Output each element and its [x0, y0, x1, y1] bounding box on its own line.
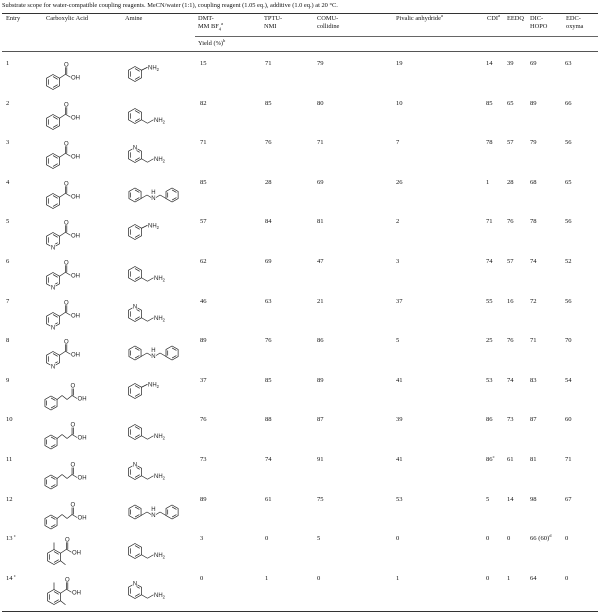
svg-text:NH2: $NH_2$ [153, 552, 166, 560]
carboxylic-acid-structure [40, 414, 104, 452]
svg-text:N: N [132, 462, 138, 469]
svg-text:O: O [63, 220, 69, 227]
yield-rule [195, 36, 598, 37]
yield-value: 78 [530, 218, 537, 226]
header-amine: Amine [125, 15, 143, 22]
entry-number: 7 [6, 297, 10, 305]
yield-value: 76 [507, 337, 514, 345]
entry-number: 3 [6, 139, 10, 147]
yield-value: 64 [530, 574, 537, 582]
header-entry: Entry [6, 15, 21, 22]
yield-value: 91 [317, 456, 324, 463]
header-dic-hopo: DIC- HOPO [530, 15, 548, 30]
yield-value: 53 [486, 376, 493, 384]
yield-value: 1 [396, 574, 400, 582]
yield-value: 67 [565, 495, 572, 503]
carboxylic-acid-structure [40, 58, 104, 96]
yield-value: 85 [265, 376, 272, 384]
yield-value: 28 [507, 178, 514, 186]
svg-text:OH: OH [70, 75, 80, 82]
yield-value: 66 $(60)^d$ [530, 533, 552, 543]
yield-value: 0 [396, 535, 400, 543]
svg-text:O: O [70, 383, 76, 390]
svg-text:O: O [70, 502, 76, 509]
carboxylic-acid-structure [40, 494, 104, 532]
amine-structure [122, 58, 194, 96]
yield-value: 81 [530, 456, 537, 463]
amine-structure [122, 177, 194, 215]
carboxylic-acid-structure [40, 375, 104, 413]
yield-value: 79 [530, 139, 537, 147]
yield-value: 75 [317, 495, 324, 503]
yield-value: 15 [200, 60, 207, 67]
yield-value: 19 [396, 60, 403, 67]
yield-value: 65 [507, 99, 514, 107]
yield-value: 71 [486, 218, 493, 226]
entry-number: 14 $^c$ [6, 572, 16, 582]
svg-text:O: O [70, 422, 76, 429]
yield-value: 7 [396, 139, 400, 147]
yield-value: 71 [265, 60, 272, 67]
yield-value: 74 [530, 258, 537, 265]
yield-value: 56 [565, 218, 572, 226]
amine-structure [122, 216, 194, 254]
yield-value: 63 [565, 60, 572, 67]
carboxylic-acid-structure [40, 296, 104, 334]
yield-value: 5 [396, 337, 400, 345]
entry-number: 12 [6, 495, 13, 503]
yield-value: 69 [530, 60, 537, 67]
amine-structure [122, 98, 194, 136]
svg-text:OH: OH [77, 515, 87, 522]
carboxylic-acid-structure [40, 454, 104, 492]
yield-value: 25 [486, 337, 493, 345]
yield-value: 88 [265, 416, 272, 424]
yield-value: 2 [396, 218, 400, 226]
yield-value: 76 [507, 218, 514, 226]
yield-value: 69 [265, 258, 272, 265]
entry-number: 11 [6, 456, 13, 463]
carboxylic-acid-structure [40, 177, 104, 215]
svg-text:O: O [63, 299, 69, 306]
yield-value: 10 [396, 99, 403, 107]
header-edc-oxyma: EDC- oxyma [566, 15, 584, 30]
yield-value: 72 [530, 297, 537, 305]
svg-text:NH2: $NH_2$ [147, 65, 160, 72]
svg-text:N: N [151, 354, 156, 361]
svg-text:N: N [132, 581, 138, 588]
yield-value: 81 [317, 218, 324, 226]
svg-text:N: N [50, 325, 56, 332]
header-carboxylic-acid: Carboxylic Acid [46, 15, 89, 22]
header-tptu-nmi: TPTU- NMI [264, 15, 283, 30]
yield-value: 1 [507, 574, 511, 582]
yield-value: 62 [200, 258, 207, 265]
yield-value: 47 [317, 258, 324, 265]
svg-text:O: O [70, 462, 76, 469]
yield-value: 37 [396, 297, 403, 305]
yield-value: 82 [200, 99, 207, 107]
table-row [2, 414, 598, 454]
yield-value: 87 [530, 416, 537, 424]
yield-value: 56 [565, 139, 572, 147]
svg-text:NH2: $NH_2$ [147, 382, 160, 389]
yield-value: 1 [265, 574, 269, 582]
yield-value: 83 [530, 376, 537, 384]
svg-text:NH2: $NH_2$ [153, 434, 166, 441]
yield-value: 86$^c$ [486, 453, 495, 463]
yield-value: 5 [486, 495, 490, 503]
yield-value: 98 [530, 495, 537, 503]
yield-value: 55 [486, 297, 493, 305]
yield-value: 66 [565, 99, 572, 107]
yield-value: 74 [265, 456, 272, 463]
svg-text:OH: OH [70, 194, 80, 201]
yield-value: 1 [486, 178, 490, 186]
yield-value: 65 [565, 178, 572, 186]
svg-text:OH: OH [70, 154, 80, 161]
table-row [2, 573, 598, 613]
table-row [2, 256, 598, 296]
amine-structure [122, 335, 194, 373]
yield-value: 74 [507, 376, 514, 384]
svg-text:O: O [63, 62, 69, 69]
svg-text:N: N [151, 195, 156, 202]
yield-value: 89 [200, 337, 207, 345]
yield-value: 85 [486, 99, 493, 107]
yield-value: 71 [565, 456, 572, 463]
svg-text:O: O [63, 101, 69, 108]
yield-value: 86 [486, 416, 493, 424]
yield-value: 86 [317, 337, 324, 345]
amine-structure [122, 494, 194, 532]
svg-text:NH2: $NH_2$ [153, 156, 166, 164]
top-rule [2, 13, 598, 14]
yield-value: 73 [200, 456, 207, 463]
yield-value: 71 [530, 337, 537, 345]
yield-value: 3 [396, 258, 400, 265]
svg-text:H: H [151, 506, 156, 513]
yield-value: 5 [317, 535, 321, 543]
svg-text:NH2: $NH_2$ [153, 473, 166, 481]
yield-value: 39 [507, 60, 514, 67]
yield-value: 85 [265, 99, 272, 107]
yield-value: 57 [200, 218, 207, 226]
svg-text:OH: OH [77, 435, 87, 442]
svg-text:N: N [132, 304, 138, 311]
yield-value: 28 [265, 178, 272, 186]
header-yield: Yield (%)$^b$ [198, 37, 226, 47]
yield-value: 78 [486, 139, 493, 147]
table-caption: Substrate scope for water-compatible coupling reagents. MeCN/water (1:1), coupling reagent (1.05 eq.), additive (1.0 eq.) at 20 °C. [2, 2, 338, 9]
entry-number: 10 [6, 416, 13, 424]
svg-text:N: N [50, 245, 56, 252]
yield-value: 0 [486, 574, 490, 582]
amine-structure [122, 454, 194, 492]
yield-value: 74 [486, 258, 493, 265]
header-eedq: EEDQ [507, 15, 525, 22]
yield-value: 57 [507, 258, 514, 265]
yield-value: 57 [507, 139, 514, 147]
yield-value: 46 [200, 297, 207, 305]
amine-structure [122, 375, 194, 413]
yield-value: 61 [507, 456, 514, 463]
table-row [2, 137, 598, 177]
yield-value: 14 [486, 60, 493, 67]
table-row [2, 296, 598, 336]
table-row [2, 58, 598, 98]
yield-value: 52 [565, 258, 572, 265]
entry-number: 8 [6, 337, 10, 345]
yield-value: 53 [396, 495, 403, 503]
yield-value: 39 [396, 416, 403, 424]
svg-text:OH: OH [70, 114, 80, 121]
table-row [2, 375, 598, 415]
svg-text:OH: OH [70, 352, 80, 359]
yield-value: 41 [396, 376, 403, 384]
svg-text:OH: OH [70, 233, 80, 240]
yield-value: 71 [317, 139, 324, 147]
table-row [2, 216, 598, 256]
yield-value: 89 [200, 495, 207, 503]
header-rule [2, 51, 598, 52]
yield-value: 0 [200, 574, 204, 582]
table-row [2, 494, 598, 534]
yield-value: 89 [530, 99, 537, 107]
yield-value: 76 [265, 139, 272, 147]
entry-number: 13 $^c$ [6, 533, 16, 543]
yield-value: 0 [317, 574, 321, 582]
yield-value: 61 [265, 495, 272, 503]
yield-value: 76 [265, 337, 272, 345]
carboxylic-acid-structure [40, 533, 104, 571]
yield-value: 14 [507, 495, 514, 503]
yield-value: 63 [265, 297, 272, 305]
yield-value: 73 [507, 416, 514, 424]
yield-value: 68 [530, 178, 537, 186]
svg-text:OH: OH [71, 550, 81, 557]
svg-text:H: H [151, 189, 156, 196]
yield-value: 87 [317, 416, 324, 424]
svg-text:O: O [63, 141, 69, 148]
svg-text:N: N [151, 512, 156, 519]
yield-value: 84 [265, 218, 272, 226]
header-dmt-mm: DMT- MM $BF_4^a$ [198, 15, 224, 32]
yield-value: 37 [200, 376, 207, 384]
amine-structure [122, 573, 194, 611]
carboxylic-acid-structure [40, 98, 104, 136]
header-pivalic-anhydride: Pivalic anhydride$^a$ [396, 12, 443, 22]
amine-structure [122, 414, 194, 452]
svg-text:N: N [50, 364, 56, 371]
carboxylic-acid-structure [40, 573, 104, 611]
yield-value: 21 [317, 297, 324, 305]
yield-value: 85 [200, 178, 207, 186]
svg-text:OH: OH [70, 312, 80, 319]
yield-value: 70 [565, 337, 572, 345]
svg-text:O: O [63, 181, 69, 188]
entry-number: 1 [6, 60, 10, 67]
amine-structure [122, 256, 194, 294]
yield-value: 69 [317, 178, 324, 186]
svg-text:O: O [63, 260, 69, 267]
svg-text:O: O [64, 537, 70, 544]
header-cdi: CDI$^a$ [487, 12, 501, 22]
yield-value: 26 [396, 178, 403, 186]
header-comu-collidine: COMU- collidine [317, 15, 340, 30]
svg-text:NH2: $NH_2$ [147, 223, 160, 231]
yield-value: 0 [565, 535, 569, 543]
entry-number: 9 [6, 376, 10, 384]
svg-text:OH: OH [70, 273, 80, 280]
entry-number: 6 [6, 258, 10, 265]
table-row [2, 98, 598, 138]
svg-text:N: N [132, 145, 138, 152]
entry-number: 4 [6, 178, 10, 186]
yield-value: 41 [396, 456, 403, 463]
amine-structure [122, 533, 194, 571]
carboxylic-acid-structure [40, 335, 104, 373]
svg-text:N: N [50, 285, 56, 292]
carboxylic-acid-structure [40, 137, 104, 175]
entry-number: 2 [6, 99, 10, 107]
svg-text:NH2: $NH_2$ [153, 275, 166, 283]
table-row [2, 454, 598, 494]
yield-value: 0 [486, 535, 490, 543]
svg-text:OH: OH [77, 475, 87, 482]
entry-number: 5 [6, 218, 10, 226]
carboxylic-acid-structure [40, 216, 104, 254]
yield-value: 54 [565, 376, 572, 384]
yield-value: 71 [200, 139, 207, 147]
yield-value: 80 [317, 99, 324, 107]
yield-value: 16 [507, 297, 514, 305]
yield-value: 0 [565, 574, 569, 582]
yield-value: 79 [317, 60, 324, 67]
svg-text:O: O [63, 339, 69, 346]
yield-value: 0 [265, 535, 269, 543]
amine-structure [122, 137, 194, 175]
yield-value: 3 [200, 535, 204, 543]
svg-text:NH2: $NH_2$ [153, 315, 166, 322]
svg-text:NH2: $NH_2$ [153, 117, 166, 124]
table-row [2, 335, 598, 375]
svg-text:NH2: $NH_2$ [153, 592, 166, 600]
yield-value: 0 [507, 535, 511, 543]
table-row [2, 533, 598, 573]
svg-text:H: H [151, 348, 156, 355]
yield-value: 76 [200, 416, 207, 424]
svg-text:OH: OH [77, 396, 87, 403]
yield-value: 56 [565, 297, 572, 305]
carboxylic-acid-structure [40, 256, 104, 294]
table-row [2, 177, 598, 217]
yield-value: 89 [317, 376, 324, 384]
svg-text:OH: OH [71, 590, 81, 597]
svg-text:O: O [64, 577, 70, 584]
amine-structure [122, 296, 194, 334]
yield-value: 60 [565, 416, 572, 424]
